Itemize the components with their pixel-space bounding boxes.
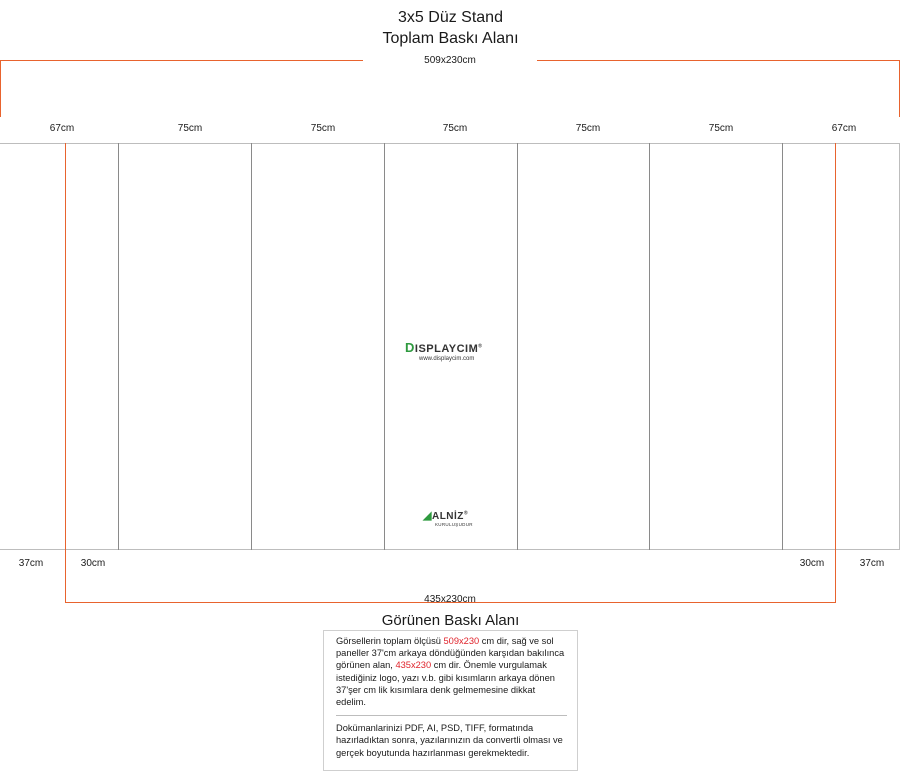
note-paragraph-2: Dokümanlarinizi PDF, AI, PSD, TIFF, formatında hazırladıktan sonra, yazılarınızın da convertli olması ve gerçek boyutunda hazırlanması gerekmektedir. [336, 723, 563, 758]
segment-label: 75cm [708, 123, 734, 134]
right-outer-label: 37cm [859, 558, 885, 569]
left-outer-label: 37cm [18, 558, 44, 569]
fold-line-left [65, 143, 66, 603]
total-bracket-right-tick [899, 60, 900, 117]
segment-label: 67cm [831, 123, 857, 134]
alniz-subtext: KURULUŞUDUR [435, 522, 473, 527]
total-bracket-left-tick [0, 60, 1, 117]
total-bracket-left [0, 60, 363, 61]
displaycim-logo-text: ISPLAYCIM [414, 343, 479, 355]
segment-label: 75cm [575, 123, 601, 134]
displaycim-logo-initial: D [405, 340, 415, 355]
note-highlight-visible: 435x230 [395, 660, 432, 671]
note-text: cm dir. Önemle vurgulamak istediğiniz logo, yazı v.b. gibi kısımların arkaya dönen 37'şer cm lik kısımlara denk gelmemesine dikkat edelim. [336, 660, 555, 708]
displaycim-logo [405, 340, 515, 362]
fold-line-right [835, 143, 836, 603]
panel-divider [517, 143, 518, 550]
panel-divider [251, 143, 252, 550]
note-text: Görsellerin toplam ölçüsü [336, 636, 444, 646]
note-divider [336, 715, 567, 716]
panel-divider [649, 143, 650, 550]
displaycim-url: www.displaycim.com [419, 356, 475, 362]
registered-mark: ® [478, 343, 483, 350]
right-inner-label: 30cm [799, 558, 825, 569]
note-highlight-total: 509x230 [443, 636, 480, 646]
segment-label: 75cm [177, 123, 203, 134]
total-bracket-right [537, 60, 900, 61]
visible-area-title: Görünen Baskı Alanı [381, 612, 520, 629]
alniz-mark-icon: ◢ [423, 510, 432, 522]
segment-label: 67cm [49, 123, 75, 134]
left-inner-label: 30cm [80, 558, 106, 569]
panel-divider [782, 143, 783, 550]
total-size-label: 509x230cm [424, 55, 476, 66]
note-paragraph-1 [336, 635, 567, 708]
diagram-title: 3x5 Düz Stand [398, 9, 503, 26]
info-note [323, 630, 578, 771]
diagram-subtitle: Toplam Baskı Alanı [382, 30, 519, 47]
panel-divider [384, 143, 385, 550]
segment-label: 75cm [442, 123, 468, 134]
note-text: cm dir, sağ ve sol paneller 37'cm arkaya döndüğünden karşıdan bakılınca görünen alan, [336, 636, 565, 671]
segment-label: 75cm [310, 123, 336, 134]
visible-size-label: 435x230cm [424, 594, 476, 605]
registered-mark: ® [463, 510, 469, 517]
alniz-logo [423, 509, 493, 527]
alniz-logo-text: ALNİZ [431, 511, 464, 522]
panel-divider [118, 143, 119, 550]
